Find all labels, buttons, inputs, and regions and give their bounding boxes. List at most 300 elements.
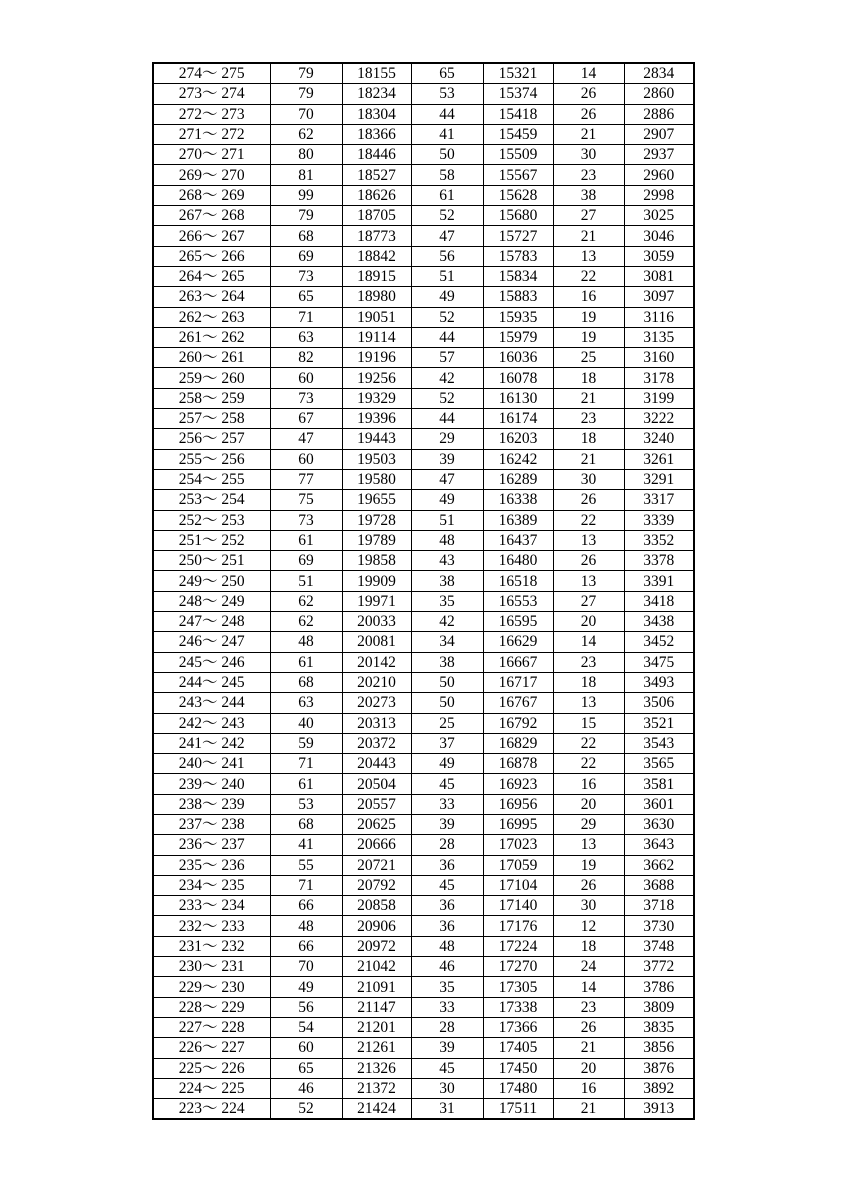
subgroup2-cumulative-cell: 3438 bbox=[624, 612, 694, 632]
count-cell: 51 bbox=[270, 571, 342, 591]
score-range-cell: 262～ 263 bbox=[153, 307, 270, 327]
cumulative-count-cell: 20443 bbox=[342, 754, 411, 774]
subgroup2-cumulative-cell: 3543 bbox=[624, 733, 694, 753]
table-row bbox=[153, 855, 694, 875]
table-row bbox=[153, 469, 694, 489]
count-cell: 75 bbox=[270, 490, 342, 510]
cumulative-count-cell: 19256 bbox=[342, 368, 411, 388]
score-range-cell: 225～ 226 bbox=[153, 1058, 270, 1078]
cumulative-count-cell: 18842 bbox=[342, 246, 411, 266]
cumulative-count-cell: 20372 bbox=[342, 733, 411, 753]
cumulative-count-cell: 20273 bbox=[342, 693, 411, 713]
score-range-cell: 236～ 237 bbox=[153, 835, 270, 855]
subgroup2-cumulative-cell: 3475 bbox=[624, 652, 694, 672]
subgroup-count-cell: 29 bbox=[411, 429, 483, 449]
subgroup-cumulative-cell: 15374 bbox=[483, 84, 553, 104]
cumulative-count-cell: 18234 bbox=[342, 84, 411, 104]
cumulative-count-cell: 20972 bbox=[342, 936, 411, 956]
score-range-cell: 230～ 231 bbox=[153, 957, 270, 977]
subgroup-count-cell: 30 bbox=[411, 1078, 483, 1098]
cumulative-count-cell: 21147 bbox=[342, 997, 411, 1017]
subgroup2-count-cell: 23 bbox=[553, 997, 624, 1017]
subgroup-count-cell: 42 bbox=[411, 612, 483, 632]
cumulative-count-cell: 19503 bbox=[342, 449, 411, 469]
table-row bbox=[153, 713, 694, 733]
table-row bbox=[153, 591, 694, 611]
score-range-cell: 244～ 245 bbox=[153, 672, 270, 692]
subgroup-cumulative-cell: 16792 bbox=[483, 713, 553, 733]
table-row bbox=[153, 490, 694, 510]
table-row bbox=[153, 165, 694, 185]
table-row bbox=[153, 327, 694, 347]
score-range-cell: 259～ 260 bbox=[153, 368, 270, 388]
cumulative-count-cell: 19051 bbox=[342, 307, 411, 327]
subgroup2-count-cell: 26 bbox=[553, 875, 624, 895]
score-table-body bbox=[153, 63, 694, 1119]
score-range-cell: 246～ 247 bbox=[153, 632, 270, 652]
cumulative-count-cell: 21424 bbox=[342, 1099, 411, 1120]
table-row bbox=[153, 429, 694, 449]
subgroup2-cumulative-cell: 3493 bbox=[624, 672, 694, 692]
subgroup2-count-cell: 18 bbox=[553, 936, 624, 956]
count-cell: 60 bbox=[270, 368, 342, 388]
subgroup2-count-cell: 22 bbox=[553, 510, 624, 530]
score-distribution-table bbox=[152, 62, 695, 1120]
table-row bbox=[153, 185, 694, 205]
table-row bbox=[153, 1078, 694, 1098]
cumulative-count-cell: 18915 bbox=[342, 266, 411, 286]
subgroup2-count-cell: 29 bbox=[553, 814, 624, 834]
subgroup2-cumulative-cell: 3025 bbox=[624, 206, 694, 226]
subgroup2-cumulative-cell: 3291 bbox=[624, 469, 694, 489]
subgroup2-count-cell: 16 bbox=[553, 287, 624, 307]
subgroup-count-cell: 38 bbox=[411, 652, 483, 672]
cumulative-count-cell: 19789 bbox=[342, 530, 411, 550]
subgroup-count-cell: 51 bbox=[411, 266, 483, 286]
table-row bbox=[153, 287, 694, 307]
table-row bbox=[153, 348, 694, 368]
subgroup2-count-cell: 26 bbox=[553, 551, 624, 571]
score-range-cell: 273～ 274 bbox=[153, 84, 270, 104]
subgroup-count-cell: 47 bbox=[411, 469, 483, 489]
subgroup-count-cell: 48 bbox=[411, 530, 483, 550]
score-range-cell: 265～ 266 bbox=[153, 246, 270, 266]
count-cell: 66 bbox=[270, 896, 342, 916]
cumulative-count-cell: 20721 bbox=[342, 855, 411, 875]
subgroup-cumulative-cell: 16389 bbox=[483, 510, 553, 530]
subgroup-cumulative-cell: 17224 bbox=[483, 936, 553, 956]
subgroup2-count-cell: 20 bbox=[553, 612, 624, 632]
table-row bbox=[153, 936, 694, 956]
count-cell: 60 bbox=[270, 1038, 342, 1058]
score-range-cell: 231～ 232 bbox=[153, 936, 270, 956]
cumulative-count-cell: 18527 bbox=[342, 165, 411, 185]
table-row bbox=[153, 652, 694, 672]
cumulative-count-cell: 18155 bbox=[342, 63, 411, 84]
table-row bbox=[153, 814, 694, 834]
subgroup-cumulative-cell: 15680 bbox=[483, 206, 553, 226]
count-cell: 73 bbox=[270, 510, 342, 530]
table-row bbox=[153, 875, 694, 895]
subgroup-count-cell: 45 bbox=[411, 1058, 483, 1078]
subgroup-count-cell: 43 bbox=[411, 551, 483, 571]
subgroup2-count-cell: 20 bbox=[553, 794, 624, 814]
table-row bbox=[153, 754, 694, 774]
subgroup2-count-cell: 18 bbox=[553, 672, 624, 692]
subgroup2-count-cell: 23 bbox=[553, 409, 624, 429]
subgroup2-count-cell: 25 bbox=[553, 348, 624, 368]
subgroup2-cumulative-cell: 3688 bbox=[624, 875, 694, 895]
count-cell: 79 bbox=[270, 84, 342, 104]
count-cell: 59 bbox=[270, 733, 342, 753]
subgroup-count-cell: 49 bbox=[411, 287, 483, 307]
subgroup-cumulative-cell: 15459 bbox=[483, 124, 553, 144]
count-cell: 62 bbox=[270, 124, 342, 144]
count-cell: 81 bbox=[270, 165, 342, 185]
subgroup2-count-cell: 15 bbox=[553, 713, 624, 733]
count-cell: 68 bbox=[270, 814, 342, 834]
subgroup2-cumulative-cell: 3135 bbox=[624, 327, 694, 347]
subgroup-cumulative-cell: 17059 bbox=[483, 855, 553, 875]
count-cell: 82 bbox=[270, 348, 342, 368]
subgroup2-cumulative-cell: 2998 bbox=[624, 185, 694, 205]
table-row bbox=[153, 206, 694, 226]
subgroup2-count-cell: 22 bbox=[553, 266, 624, 286]
subgroup2-count-cell: 18 bbox=[553, 429, 624, 449]
subgroup2-cumulative-cell: 3046 bbox=[624, 226, 694, 246]
score-range-cell: 256～ 257 bbox=[153, 429, 270, 449]
subgroup-cumulative-cell: 17023 bbox=[483, 835, 553, 855]
cumulative-count-cell: 18980 bbox=[342, 287, 411, 307]
subgroup-cumulative-cell: 16289 bbox=[483, 469, 553, 489]
subgroup-count-cell: 46 bbox=[411, 957, 483, 977]
table-row bbox=[153, 774, 694, 794]
count-cell: 62 bbox=[270, 591, 342, 611]
cumulative-count-cell: 21091 bbox=[342, 977, 411, 997]
cumulative-count-cell: 19443 bbox=[342, 429, 411, 449]
subgroup2-count-cell: 26 bbox=[553, 84, 624, 104]
subgroup2-count-cell: 19 bbox=[553, 855, 624, 875]
subgroup-cumulative-cell: 16203 bbox=[483, 429, 553, 449]
subgroup-count-cell: 39 bbox=[411, 449, 483, 469]
count-cell: 55 bbox=[270, 855, 342, 875]
subgroup-count-cell: 49 bbox=[411, 490, 483, 510]
cumulative-count-cell: 19728 bbox=[342, 510, 411, 530]
subgroup2-count-cell: 27 bbox=[553, 206, 624, 226]
subgroup-count-cell: 35 bbox=[411, 591, 483, 611]
cumulative-count-cell: 20210 bbox=[342, 672, 411, 692]
subgroup2-cumulative-cell: 3222 bbox=[624, 409, 694, 429]
score-range-cell: 251～ 252 bbox=[153, 530, 270, 550]
table-row bbox=[153, 1017, 694, 1037]
table-row bbox=[153, 84, 694, 104]
count-cell: 60 bbox=[270, 449, 342, 469]
subgroup2-cumulative-cell: 3097 bbox=[624, 287, 694, 307]
table-row bbox=[153, 794, 694, 814]
subgroup2-count-cell: 21 bbox=[553, 226, 624, 246]
subgroup-count-cell: 34 bbox=[411, 632, 483, 652]
subgroup-cumulative-cell: 17450 bbox=[483, 1058, 553, 1078]
subgroup-count-cell: 52 bbox=[411, 388, 483, 408]
subgroup-count-cell: 44 bbox=[411, 327, 483, 347]
cumulative-count-cell: 18705 bbox=[342, 206, 411, 226]
count-cell: 79 bbox=[270, 206, 342, 226]
score-range-cell: 229～ 230 bbox=[153, 977, 270, 997]
table-row bbox=[153, 266, 694, 286]
subgroup2-cumulative-cell: 3892 bbox=[624, 1078, 694, 1098]
score-range-cell: 237～ 238 bbox=[153, 814, 270, 834]
subgroup-count-cell: 25 bbox=[411, 713, 483, 733]
count-cell: 53 bbox=[270, 794, 342, 814]
subgroup-count-cell: 36 bbox=[411, 855, 483, 875]
cumulative-count-cell: 19971 bbox=[342, 591, 411, 611]
subgroup2-cumulative-cell: 3718 bbox=[624, 896, 694, 916]
subgroup2-cumulative-cell: 3856 bbox=[624, 1038, 694, 1058]
count-cell: 46 bbox=[270, 1078, 342, 1098]
subgroup2-cumulative-cell: 3565 bbox=[624, 754, 694, 774]
subgroup2-cumulative-cell: 3630 bbox=[624, 814, 694, 834]
count-cell: 77 bbox=[270, 469, 342, 489]
table-row bbox=[153, 977, 694, 997]
subgroup-count-cell: 57 bbox=[411, 348, 483, 368]
count-cell: 49 bbox=[270, 977, 342, 997]
table-row bbox=[153, 896, 694, 916]
subgroup2-count-cell: 12 bbox=[553, 916, 624, 936]
subgroup-count-cell: 56 bbox=[411, 246, 483, 266]
score-range-cell: 235～ 236 bbox=[153, 855, 270, 875]
count-cell: 66 bbox=[270, 936, 342, 956]
score-range-cell: 267～ 268 bbox=[153, 206, 270, 226]
count-cell: 69 bbox=[270, 551, 342, 571]
subgroup-count-cell: 48 bbox=[411, 936, 483, 956]
subgroup-cumulative-cell: 16629 bbox=[483, 632, 553, 652]
subgroup-cumulative-cell: 15727 bbox=[483, 226, 553, 246]
count-cell: 61 bbox=[270, 774, 342, 794]
score-range-cell: 271～ 272 bbox=[153, 124, 270, 144]
subgroup2-count-cell: 26 bbox=[553, 104, 624, 124]
subgroup2-cumulative-cell: 3772 bbox=[624, 957, 694, 977]
subgroup2-count-cell: 23 bbox=[553, 652, 624, 672]
score-range-cell: 257～ 258 bbox=[153, 409, 270, 429]
subgroup-count-cell: 52 bbox=[411, 206, 483, 226]
score-range-cell: 238～ 239 bbox=[153, 794, 270, 814]
subgroup2-cumulative-cell: 3581 bbox=[624, 774, 694, 794]
cumulative-count-cell: 19858 bbox=[342, 551, 411, 571]
score-range-cell: 254～ 255 bbox=[153, 469, 270, 489]
subgroup-count-cell: 39 bbox=[411, 814, 483, 834]
subgroup-count-cell: 39 bbox=[411, 1038, 483, 1058]
subgroup2-cumulative-cell: 3662 bbox=[624, 855, 694, 875]
table-row bbox=[153, 672, 694, 692]
score-range-cell: 240～ 241 bbox=[153, 754, 270, 774]
subgroup2-count-cell: 21 bbox=[553, 449, 624, 469]
count-cell: 48 bbox=[270, 632, 342, 652]
subgroup-count-cell: 51 bbox=[411, 510, 483, 530]
cumulative-count-cell: 20313 bbox=[342, 713, 411, 733]
cumulative-count-cell: 21261 bbox=[342, 1038, 411, 1058]
subgroup-cumulative-cell: 17305 bbox=[483, 977, 553, 997]
subgroup2-cumulative-cell: 2960 bbox=[624, 165, 694, 185]
subgroup2-count-cell: 18 bbox=[553, 368, 624, 388]
subgroup2-cumulative-cell: 3339 bbox=[624, 510, 694, 530]
score-range-cell: 255～ 256 bbox=[153, 449, 270, 469]
subgroup-count-cell: 50 bbox=[411, 145, 483, 165]
count-cell: 73 bbox=[270, 266, 342, 286]
cumulative-count-cell: 20666 bbox=[342, 835, 411, 855]
count-cell: 69 bbox=[270, 246, 342, 266]
cumulative-count-cell: 19396 bbox=[342, 409, 411, 429]
subgroup-cumulative-cell: 16518 bbox=[483, 571, 553, 591]
count-cell: 70 bbox=[270, 957, 342, 977]
subgroup-cumulative-cell: 15567 bbox=[483, 165, 553, 185]
subgroup-count-cell: 41 bbox=[411, 124, 483, 144]
subgroup-count-cell: 53 bbox=[411, 84, 483, 104]
subgroup-cumulative-cell: 16078 bbox=[483, 368, 553, 388]
cumulative-count-cell: 18366 bbox=[342, 124, 411, 144]
subgroup-cumulative-cell: 15418 bbox=[483, 104, 553, 124]
cumulative-count-cell: 21042 bbox=[342, 957, 411, 977]
score-range-cell: 263～ 264 bbox=[153, 287, 270, 307]
subgroup-count-cell: 61 bbox=[411, 185, 483, 205]
subgroup2-cumulative-cell: 3261 bbox=[624, 449, 694, 469]
subgroup2-count-cell: 24 bbox=[553, 957, 624, 977]
subgroup2-cumulative-cell: 3452 bbox=[624, 632, 694, 652]
score-range-cell: 269～ 270 bbox=[153, 165, 270, 185]
score-range-cell: 247～ 248 bbox=[153, 612, 270, 632]
subgroup-count-cell: 36 bbox=[411, 896, 483, 916]
subgroup-count-cell: 58 bbox=[411, 165, 483, 185]
subgroup-cumulative-cell: 16553 bbox=[483, 591, 553, 611]
subgroup-cumulative-cell: 16036 bbox=[483, 348, 553, 368]
table-row bbox=[153, 571, 694, 591]
subgroup-cumulative-cell: 17366 bbox=[483, 1017, 553, 1037]
subgroup-cumulative-cell: 16480 bbox=[483, 551, 553, 571]
cumulative-count-cell: 20504 bbox=[342, 774, 411, 794]
table-row bbox=[153, 307, 694, 327]
cumulative-count-cell: 20792 bbox=[342, 875, 411, 895]
subgroup2-count-cell: 21 bbox=[553, 1099, 624, 1120]
subgroup-cumulative-cell: 15783 bbox=[483, 246, 553, 266]
subgroup2-cumulative-cell: 3809 bbox=[624, 997, 694, 1017]
subgroup-cumulative-cell: 17176 bbox=[483, 916, 553, 936]
subgroup2-cumulative-cell: 3199 bbox=[624, 388, 694, 408]
count-cell: 63 bbox=[270, 693, 342, 713]
subgroup-cumulative-cell: 16717 bbox=[483, 672, 553, 692]
cumulative-count-cell: 20858 bbox=[342, 896, 411, 916]
count-cell: 61 bbox=[270, 652, 342, 672]
cumulative-count-cell: 20906 bbox=[342, 916, 411, 936]
subgroup-count-cell: 65 bbox=[411, 63, 483, 84]
subgroup-cumulative-cell: 16667 bbox=[483, 652, 553, 672]
subgroup2-cumulative-cell: 3835 bbox=[624, 1017, 694, 1037]
table-row bbox=[153, 835, 694, 855]
subgroup2-count-cell: 30 bbox=[553, 469, 624, 489]
subgroup2-cumulative-cell: 2907 bbox=[624, 124, 694, 144]
table-row bbox=[153, 693, 694, 713]
count-cell: 71 bbox=[270, 754, 342, 774]
score-range-cell: 248～ 249 bbox=[153, 591, 270, 611]
count-cell: 67 bbox=[270, 409, 342, 429]
table-row bbox=[153, 1058, 694, 1078]
subgroup-cumulative-cell: 17270 bbox=[483, 957, 553, 977]
score-range-cell: 272～ 273 bbox=[153, 104, 270, 124]
table-row bbox=[153, 246, 694, 266]
score-range-cell: 227～ 228 bbox=[153, 1017, 270, 1037]
count-cell: 80 bbox=[270, 145, 342, 165]
cumulative-count-cell: 19114 bbox=[342, 327, 411, 347]
score-range-cell: 274～ 275 bbox=[153, 63, 270, 84]
table-row bbox=[153, 1099, 694, 1120]
count-cell: 73 bbox=[270, 388, 342, 408]
subgroup-cumulative-cell: 16437 bbox=[483, 530, 553, 550]
subgroup2-cumulative-cell: 2886 bbox=[624, 104, 694, 124]
score-range-cell: 243～ 244 bbox=[153, 693, 270, 713]
subgroup2-count-cell: 21 bbox=[553, 124, 624, 144]
subgroup-count-cell: 52 bbox=[411, 307, 483, 327]
cumulative-count-cell: 21326 bbox=[342, 1058, 411, 1078]
subgroup-cumulative-cell: 16767 bbox=[483, 693, 553, 713]
subgroup2-count-cell: 13 bbox=[553, 835, 624, 855]
subgroup-count-cell: 44 bbox=[411, 104, 483, 124]
count-cell: 71 bbox=[270, 307, 342, 327]
subgroup-cumulative-cell: 17511 bbox=[483, 1099, 553, 1120]
subgroup2-count-cell: 22 bbox=[553, 733, 624, 753]
count-cell: 41 bbox=[270, 835, 342, 855]
cumulative-count-cell: 21372 bbox=[342, 1078, 411, 1098]
table-row bbox=[153, 612, 694, 632]
table-row bbox=[153, 145, 694, 165]
table-row bbox=[153, 104, 694, 124]
subgroup-cumulative-cell: 16878 bbox=[483, 754, 553, 774]
score-range-cell: 226～ 227 bbox=[153, 1038, 270, 1058]
subgroup-cumulative-cell: 15509 bbox=[483, 145, 553, 165]
cumulative-count-cell: 19655 bbox=[342, 490, 411, 510]
cumulative-count-cell: 20557 bbox=[342, 794, 411, 814]
subgroup-cumulative-cell: 16595 bbox=[483, 612, 553, 632]
subgroup2-cumulative-cell: 2834 bbox=[624, 63, 694, 84]
count-cell: 52 bbox=[270, 1099, 342, 1120]
score-range-cell: 253～ 254 bbox=[153, 490, 270, 510]
subgroup2-cumulative-cell: 2937 bbox=[624, 145, 694, 165]
score-range-cell: 260～ 261 bbox=[153, 348, 270, 368]
subgroup2-cumulative-cell: 3876 bbox=[624, 1058, 694, 1078]
subgroup-count-cell: 37 bbox=[411, 733, 483, 753]
subgroup2-count-cell: 30 bbox=[553, 896, 624, 916]
subgroup-count-cell: 35 bbox=[411, 977, 483, 997]
subgroup2-count-cell: 13 bbox=[553, 530, 624, 550]
subgroup2-cumulative-cell: 3748 bbox=[624, 936, 694, 956]
score-range-cell: 250～ 251 bbox=[153, 551, 270, 571]
table-row bbox=[153, 997, 694, 1017]
subgroup2-count-cell: 14 bbox=[553, 63, 624, 84]
subgroup-cumulative-cell: 17104 bbox=[483, 875, 553, 895]
table-row bbox=[153, 449, 694, 469]
count-cell: 47 bbox=[270, 429, 342, 449]
subgroup2-cumulative-cell: 3081 bbox=[624, 266, 694, 286]
score-range-cell: 228～ 229 bbox=[153, 997, 270, 1017]
subgroup2-cumulative-cell: 3116 bbox=[624, 307, 694, 327]
subgroup2-cumulative-cell: 3178 bbox=[624, 368, 694, 388]
cumulative-count-cell: 20142 bbox=[342, 652, 411, 672]
subgroup2-count-cell: 14 bbox=[553, 977, 624, 997]
table-row bbox=[153, 957, 694, 977]
subgroup-cumulative-cell: 16338 bbox=[483, 490, 553, 510]
subgroup-count-cell: 50 bbox=[411, 693, 483, 713]
cumulative-count-cell: 20625 bbox=[342, 814, 411, 834]
subgroup-count-cell: 28 bbox=[411, 835, 483, 855]
table-row bbox=[153, 551, 694, 571]
count-cell: 68 bbox=[270, 226, 342, 246]
